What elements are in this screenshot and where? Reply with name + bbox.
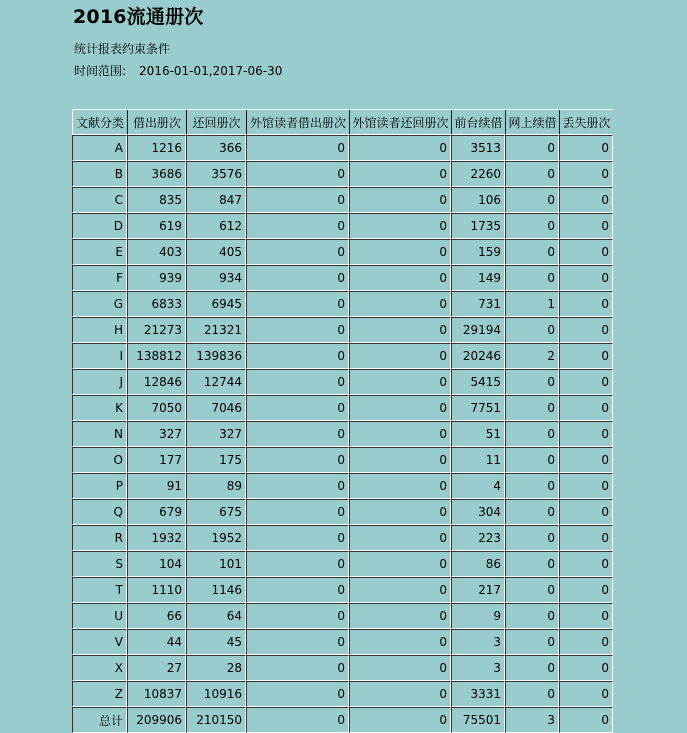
- value-cell: 28: [186, 655, 246, 681]
- value-cell: 3331: [451, 681, 505, 707]
- value-cell: 0: [246, 655, 349, 681]
- value-cell: 75501: [451, 707, 505, 733]
- value-cell: 0: [246, 499, 349, 525]
- category-cell: U: [72, 603, 127, 629]
- value-cell: 223: [451, 525, 505, 551]
- value-cell: 0: [349, 395, 451, 421]
- value-cell: 0: [559, 551, 613, 577]
- value-cell: 0: [246, 161, 349, 187]
- value-cell: 3686: [127, 161, 186, 187]
- value-cell: 0: [349, 421, 451, 447]
- category-cell: T: [72, 577, 127, 603]
- value-cell: 0: [559, 395, 613, 421]
- value-cell: 0: [559, 369, 613, 395]
- value-cell: 217: [451, 577, 505, 603]
- value-cell: 0: [559, 421, 613, 447]
- value-cell: 1216: [127, 135, 186, 161]
- value-cell: 619: [127, 213, 186, 239]
- value-cell: 177: [127, 447, 186, 473]
- value-cell: 3576: [186, 161, 246, 187]
- value-cell: 0: [559, 603, 613, 629]
- column-header: 借出册次: [127, 110, 186, 135]
- value-cell: 9: [451, 603, 505, 629]
- table-row: [72, 395, 613, 421]
- value-cell: 1952: [186, 525, 246, 551]
- value-cell: 45: [186, 629, 246, 655]
- value-cell: 0: [505, 655, 559, 681]
- value-cell: 0: [505, 551, 559, 577]
- category-cell: Q: [72, 499, 127, 525]
- value-cell: 0: [505, 161, 559, 187]
- value-cell: 0: [559, 291, 613, 317]
- table-row: [72, 655, 613, 681]
- value-cell: 0: [246, 525, 349, 551]
- value-cell: 0: [505, 213, 559, 239]
- value-cell: 0: [246, 551, 349, 577]
- value-cell: 0: [246, 577, 349, 603]
- value-cell: 139836: [186, 343, 246, 369]
- value-cell: 0: [559, 447, 613, 473]
- value-cell: 7050: [127, 395, 186, 421]
- value-cell: 0: [505, 603, 559, 629]
- value-cell: 675: [186, 499, 246, 525]
- value-cell: 86: [451, 551, 505, 577]
- value-cell: 1146: [186, 577, 246, 603]
- value-cell: 1735: [451, 213, 505, 239]
- value-cell: 0: [246, 473, 349, 499]
- category-cell: D: [72, 213, 127, 239]
- value-cell: 0: [349, 369, 451, 395]
- value-cell: 0: [559, 473, 613, 499]
- value-cell: 0: [505, 135, 559, 161]
- column-header: 文献分类: [72, 110, 127, 135]
- value-cell: 0: [246, 681, 349, 707]
- category-cell: Z: [72, 681, 127, 707]
- value-cell: 0: [559, 317, 613, 343]
- value-cell: 0: [246, 629, 349, 655]
- value-cell: 0: [505, 317, 559, 343]
- table-row: [72, 213, 613, 239]
- value-cell: 366: [186, 135, 246, 161]
- value-cell: 0: [559, 135, 613, 161]
- category-cell: R: [72, 525, 127, 551]
- value-cell: 327: [127, 421, 186, 447]
- value-cell: 405: [186, 239, 246, 265]
- value-cell: 0: [349, 265, 451, 291]
- value-cell: 0: [349, 343, 451, 369]
- value-cell: 0: [349, 213, 451, 239]
- category-cell: V: [72, 629, 127, 655]
- value-cell: 0: [559, 629, 613, 655]
- value-cell: 0: [559, 213, 613, 239]
- value-cell: 0: [246, 317, 349, 343]
- value-cell: 0: [505, 577, 559, 603]
- table-row: [72, 291, 613, 317]
- value-cell: 0: [349, 187, 451, 213]
- category-cell: X: [72, 655, 127, 681]
- page-title: 2016流通册次: [73, 6, 204, 28]
- value-cell: 159: [451, 239, 505, 265]
- table-body: [72, 135, 613, 733]
- value-cell: 175: [186, 447, 246, 473]
- value-cell: 21273: [127, 317, 186, 343]
- value-cell: 0: [559, 707, 613, 733]
- value-cell: 0: [349, 473, 451, 499]
- category-cell: K: [72, 395, 127, 421]
- value-cell: 89: [186, 473, 246, 499]
- value-cell: 209906: [127, 707, 186, 733]
- circulation-table: [72, 110, 613, 733]
- value-cell: 0: [246, 265, 349, 291]
- value-cell: 0: [505, 239, 559, 265]
- column-header: 丢失册次: [559, 110, 613, 135]
- condition-label: 统计报表约束条件: [74, 42, 171, 56]
- value-cell: 0: [559, 239, 613, 265]
- value-cell: 835: [127, 187, 186, 213]
- value-cell: 0: [505, 187, 559, 213]
- table-row: [72, 369, 613, 395]
- value-cell: 1932: [127, 525, 186, 551]
- value-cell: 0: [559, 499, 613, 525]
- value-cell: 327: [186, 421, 246, 447]
- column-header: 前台续借: [451, 110, 505, 135]
- value-cell: 0: [349, 499, 451, 525]
- table-row: [72, 265, 613, 291]
- value-cell: 0: [505, 629, 559, 655]
- table-row: [72, 499, 613, 525]
- value-cell: 934: [186, 265, 246, 291]
- table-row: [72, 317, 613, 343]
- value-cell: 6833: [127, 291, 186, 317]
- value-cell: 6945: [186, 291, 246, 317]
- value-cell: 0: [349, 161, 451, 187]
- column-header: 网上续借: [505, 110, 559, 135]
- value-cell: 7751: [451, 395, 505, 421]
- column-header: 还回册次: [186, 110, 246, 135]
- value-cell: 0: [349, 629, 451, 655]
- value-cell: 731: [451, 291, 505, 317]
- value-cell: 0: [246, 395, 349, 421]
- value-cell: 0: [505, 499, 559, 525]
- value-cell: 0: [505, 447, 559, 473]
- value-cell: 5415: [451, 369, 505, 395]
- value-cell: 11: [451, 447, 505, 473]
- category-cell: A: [72, 135, 127, 161]
- value-cell: 0: [349, 291, 451, 317]
- value-cell: 0: [505, 525, 559, 551]
- value-cell: 0: [246, 343, 349, 369]
- value-cell: 0: [349, 447, 451, 473]
- value-cell: 3: [451, 655, 505, 681]
- value-cell: 304: [451, 499, 505, 525]
- table-row: [72, 473, 613, 499]
- value-cell: 0: [246, 239, 349, 265]
- time-range-label: 时间范围:: [74, 64, 127, 78]
- value-cell: 29194: [451, 317, 505, 343]
- value-cell: 0: [246, 447, 349, 473]
- category-cell: N: [72, 421, 127, 447]
- value-cell: 679: [127, 499, 186, 525]
- table-row: [72, 681, 613, 707]
- value-cell: 2260: [451, 161, 505, 187]
- value-cell: 21321: [186, 317, 246, 343]
- time-range: [74, 62, 282, 79]
- value-cell: 0: [505, 421, 559, 447]
- value-cell: 0: [559, 187, 613, 213]
- table-row: [72, 343, 613, 369]
- category-cell: P: [72, 473, 127, 499]
- table-row: [72, 239, 613, 265]
- category-cell: O: [72, 447, 127, 473]
- value-cell: 0: [349, 603, 451, 629]
- value-cell: 0: [349, 525, 451, 551]
- value-cell: 7046: [186, 395, 246, 421]
- value-cell: 3513: [451, 135, 505, 161]
- time-range-value: 2016-01-01,2017-06-30: [139, 64, 283, 78]
- value-cell: 210150: [186, 707, 246, 733]
- value-cell: 0: [559, 525, 613, 551]
- value-cell: 106: [451, 187, 505, 213]
- value-cell: 3: [451, 629, 505, 655]
- table-row: [72, 187, 613, 213]
- column-header: 外馆读者借出册次: [246, 110, 349, 135]
- value-cell: 0: [246, 213, 349, 239]
- value-cell: 0: [246, 369, 349, 395]
- value-cell: 64: [186, 603, 246, 629]
- table-row: [72, 577, 613, 603]
- value-cell: 0: [559, 655, 613, 681]
- category-cell: H: [72, 317, 127, 343]
- value-cell: 10916: [186, 681, 246, 707]
- category-cell: 总计: [72, 707, 127, 733]
- value-cell: 0: [246, 421, 349, 447]
- value-cell: 612: [186, 213, 246, 239]
- category-cell: I: [72, 343, 127, 369]
- value-cell: 27: [127, 655, 186, 681]
- value-cell: 0: [505, 265, 559, 291]
- table-row: [72, 525, 613, 551]
- value-cell: 20246: [451, 343, 505, 369]
- value-cell: 847: [186, 187, 246, 213]
- category-cell: G: [72, 291, 127, 317]
- table-row: [72, 447, 613, 473]
- value-cell: 3: [505, 707, 559, 733]
- value-cell: 4: [451, 473, 505, 499]
- value-cell: 403: [127, 239, 186, 265]
- value-cell: 104: [127, 551, 186, 577]
- value-cell: 101: [186, 551, 246, 577]
- category-cell: F: [72, 265, 127, 291]
- value-cell: 0: [246, 707, 349, 733]
- value-cell: 0: [246, 187, 349, 213]
- value-cell: 0: [505, 395, 559, 421]
- category-cell: C: [72, 187, 127, 213]
- value-cell: 0: [559, 343, 613, 369]
- table-row: [72, 161, 613, 187]
- table-row: [72, 551, 613, 577]
- table-row: [72, 629, 613, 655]
- value-cell: 2: [505, 343, 559, 369]
- category-cell: B: [72, 161, 127, 187]
- value-cell: 1: [505, 291, 559, 317]
- value-cell: 0: [559, 681, 613, 707]
- value-cell: 0: [559, 265, 613, 291]
- value-cell: 44: [127, 629, 186, 655]
- table-row: [72, 135, 613, 161]
- value-cell: 0: [349, 707, 451, 733]
- value-cell: 0: [505, 473, 559, 499]
- value-cell: 138812: [127, 343, 186, 369]
- value-cell: 0: [349, 135, 451, 161]
- value-cell: 0: [246, 603, 349, 629]
- value-cell: 0: [349, 577, 451, 603]
- column-header: 外馆读者还回册次: [349, 110, 451, 135]
- value-cell: 10837: [127, 681, 186, 707]
- value-cell: 0: [349, 239, 451, 265]
- value-cell: 0: [559, 161, 613, 187]
- value-cell: 0: [349, 317, 451, 343]
- value-cell: 1110: [127, 577, 186, 603]
- value-cell: 0: [505, 369, 559, 395]
- total-row: [72, 707, 613, 733]
- value-cell: 0: [559, 577, 613, 603]
- category-cell: S: [72, 551, 127, 577]
- category-cell: E: [72, 239, 127, 265]
- value-cell: 0: [246, 135, 349, 161]
- value-cell: 0: [349, 655, 451, 681]
- value-cell: 939: [127, 265, 186, 291]
- category-cell: J: [72, 369, 127, 395]
- value-cell: 51: [451, 421, 505, 447]
- value-cell: 0: [246, 291, 349, 317]
- value-cell: 12846: [127, 369, 186, 395]
- value-cell: 12744: [186, 369, 246, 395]
- table-row: [72, 421, 613, 447]
- value-cell: 0: [505, 681, 559, 707]
- table-header-row: [72, 110, 613, 135]
- value-cell: 0: [349, 681, 451, 707]
- value-cell: 149: [451, 265, 505, 291]
- value-cell: 91: [127, 473, 186, 499]
- table-row: [72, 603, 613, 629]
- value-cell: 0: [349, 551, 451, 577]
- value-cell: 66: [127, 603, 186, 629]
